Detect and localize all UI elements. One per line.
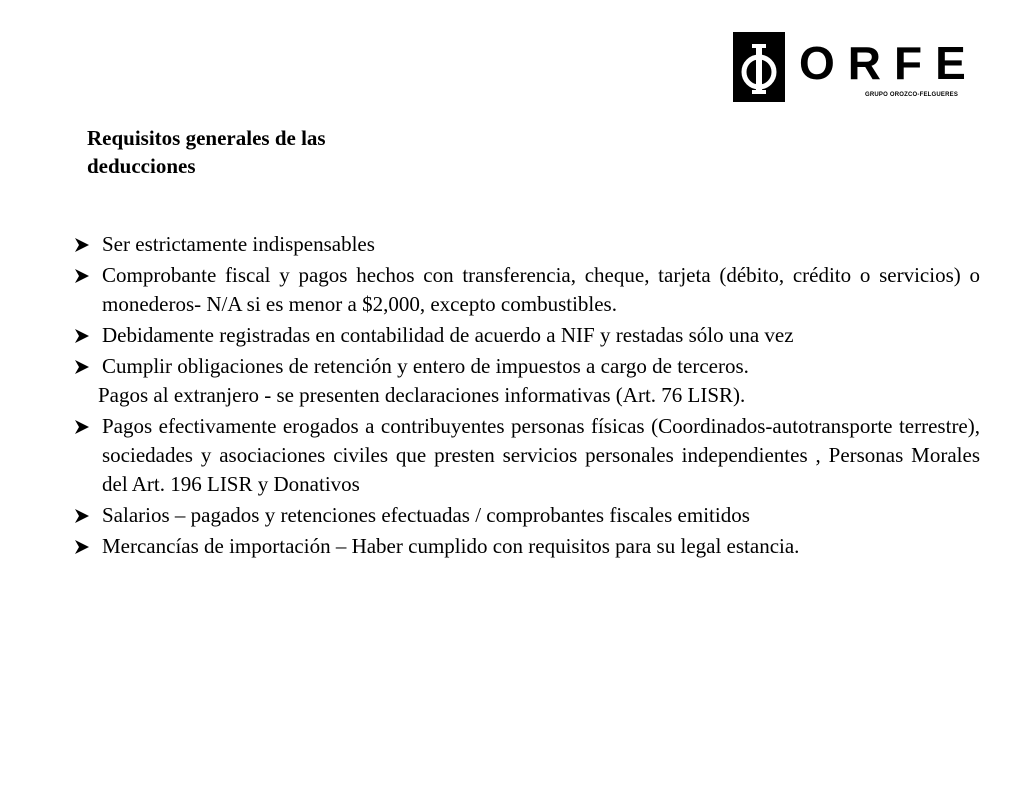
- arrow-bullet-icon: [74, 328, 90, 344]
- list-item-text: Salarios – pagados y retenciones efectuadas / comprobantes fiscales emitidos: [102, 503, 750, 527]
- list-item-text: Pagos efectivamente erogados a contribuyentes personas físicas (Coordinados-autotransporte terrestre), sociedades y asociaciones civiles que presten servicios personales independientes , Personas Morales del Art. 196 LISR y Donativos: [102, 414, 980, 496]
- list-item: [74, 321, 980, 350]
- list-item: [74, 230, 980, 259]
- list-item-text: Mercancías de importación – Haber cumplido con requisitos para su legal estancia.: [102, 534, 800, 558]
- list-item: [74, 501, 980, 530]
- list-item-text: Debidamente registradas en contabilidad de acuerdo a NIF y restadas sólo una vez: [102, 323, 794, 347]
- list-item: [74, 532, 980, 561]
- arrow-bullet-icon: [74, 539, 90, 555]
- list-item: [74, 412, 980, 499]
- arrow-bullet-icon: [74, 508, 90, 524]
- requirements-list: [74, 230, 980, 563]
- phi-emblem-icon: [733, 32, 785, 102]
- list-item: [74, 352, 980, 410]
- arrow-bullet-icon: [74, 419, 90, 435]
- logo-tagline: GRUPO OROZCO-FELGUERES: [865, 92, 959, 98]
- list-item-text: Cumplir obligaciones de retención y entero de impuestos a cargo de terceros.: [102, 354, 749, 378]
- list-item-continuation: Pagos al extranjero - se presenten declaraciones informativas (Art. 76 LISR).: [98, 383, 746, 407]
- orfe-logo: [733, 32, 979, 104]
- logo-wordmark: ORFE: [799, 37, 979, 89]
- arrow-bullet-icon: [74, 359, 90, 375]
- page-title: Requisitos generales de las deducciones: [87, 126, 326, 178]
- arrow-bullet-icon: [74, 237, 90, 253]
- list-item: [74, 261, 980, 319]
- list-item-text: Comprobante fiscal y pagos hechos con transferencia, cheque, tarjeta (débito, crédito o servicios) o monederos- N/A si es menor a $2,000, excepto combustibles.: [102, 263, 980, 316]
- list-item-text: Ser estrictamente indispensables: [102, 232, 375, 256]
- arrow-bullet-icon: [74, 268, 90, 284]
